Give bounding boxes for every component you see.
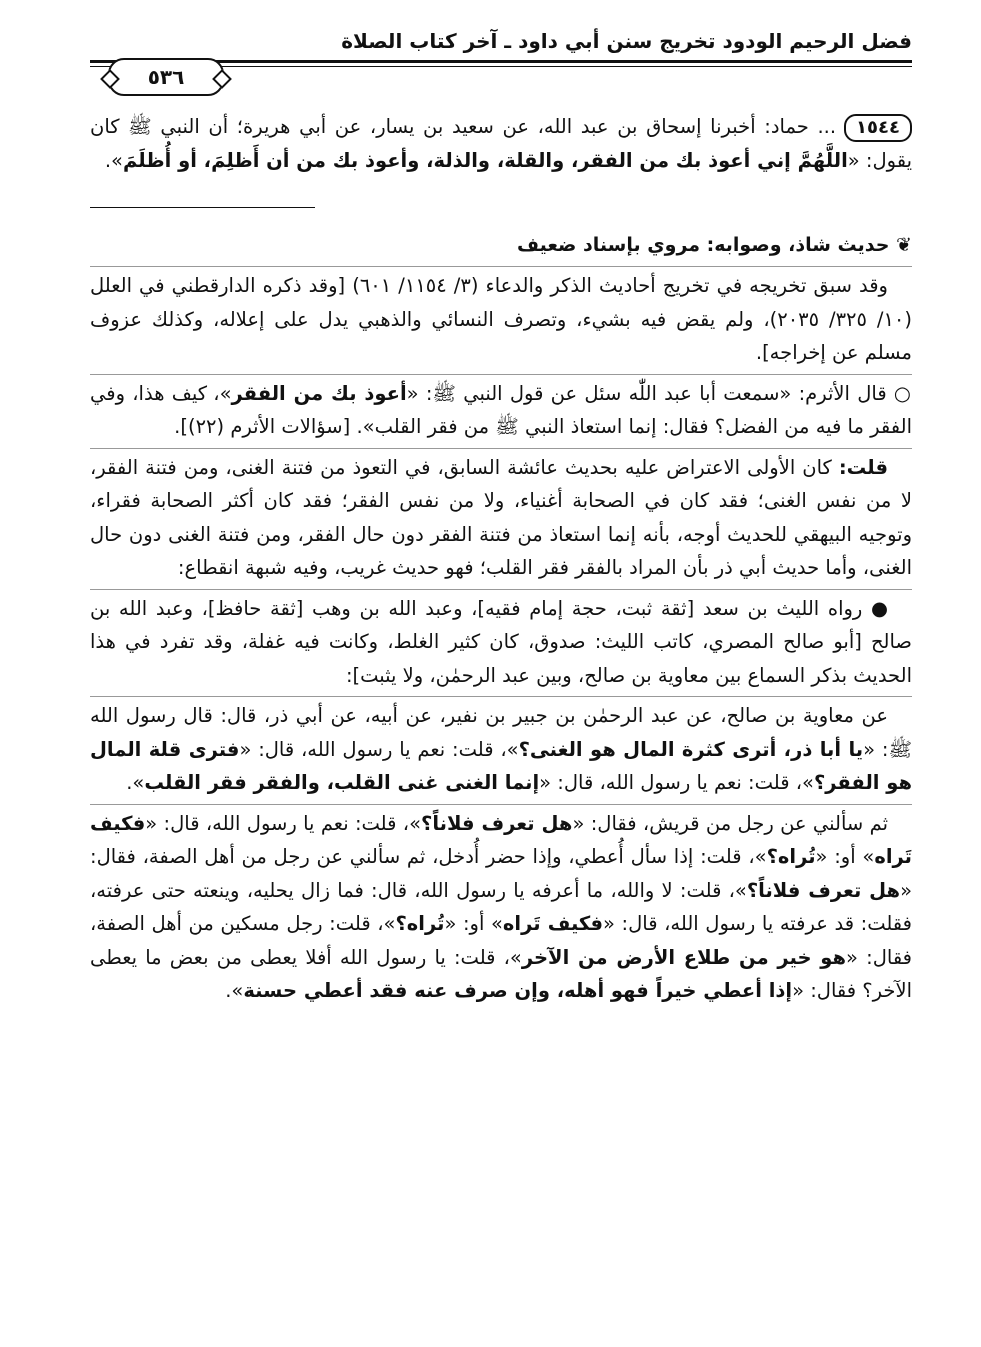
divider (90, 804, 912, 805)
paragraph-narrators: ● رواه الليث بن سعد [ثقة ثبت، حجة إمام فقيه]، وعبد الله بن وهب [ثقة حافظ]، وعبد الله بن صالح [أبو صالح المصري، كاتب الليث: صدوق، كان كثير الغلط، وكانت فيه غفلة، وقد تفرد في هذا الحديث بذكر السماع بين معاوية بن صالح، وبين عبد الرحمٰن، ولا يثبت]: (90, 596, 912, 687)
paragraph-comment: قلت: كان الأولى الاعتراض عليه بحديث عائشة السابق، في التعوذ من فتنة الغنى، ومن فتنة الفقر، لا من نفس الغنى؛ فقد كان في الصحابة أغنياء، ولا من نفس الفقر؛ فقد كان أكثر الصحابة فقراء، وتوجيه البيهقي للحديث أوجه، بأنه إنما استعاذ من فتنة الفقر دون حال الفقر، ومن فتنة الغنى دون حال الغنى، وأما حديث أبي ذر بأن المراد بالفقر فقر القلب؛ فهو حديث غريب، وفيه شبهة انقطاع: (90, 455, 912, 579)
divider (90, 589, 912, 590)
page-number-text: ٥٣٦ (147, 65, 185, 89)
page (90, 28, 912, 1328)
paragraph-quraysh: ثم سألني عن رجل من قريش، فقال: «هل تعرف فلاناً؟»، قلت: نعم يا رسول الله، قال: «فكيف تَراه» أو: «تُراه؟»، قلت: إذا سأل أُعطي، وإذا حضر أُدخل، ثم سألني عن رجل من أهل الصفة، فقال: «هل تعرف فلاناً؟»، قلت: لا والله، ما أعرفه يا رسول الله، قال: فما زال يحليه، وينعته حتى عرفته، فقلت: قد عرفته يا رسول الله، قال: «فكيف تَراه» أو: «تُراه؟»، قلت: رجل مسكين من أهل الصفة، فقال: «هو خير من طلاع الأرض من الآخر»، قلت: يا رسول الله أفلا يعطى من بعض ما يعطى الآخر؟ فقال: «إذا أعطي خيراً فهو أهله، وإن صرف عنه فقد أعطي حسنة». (90, 811, 912, 1002)
paragraph-takhrij: وقد سبق تخريجه في تخريج أحاديث الذكر والدعاء (٣/ ١١٥٤/ ٦٠١) [وقد ذكره الدارقطني في العلل (١٠/ ٣٢٥/ ٢٠٣٥)، ولم يقض فيه بشيء، وتصرف النسائي والذهبي يدل على إعلاله، وكذلك عزوف مسلم عن إخراجه]. (90, 274, 912, 364)
paragraph-athram: ○ قال الأثرم: «سمعت أبا عبد اللّٰه سئل عن قول النبي ﷺ: «أعوذ بك من الفقر»، كيف هذا، وفي الفقر ما فيه من الفضل؟ فقال: إنما استعاذ النبي ﷺ من فقر القلب». [سؤالات الأثرم (٢٢)]. (90, 381, 912, 438)
flower-icon: ❦ (889, 234, 912, 256)
divider (90, 696, 912, 697)
divider (90, 374, 912, 375)
body-text (90, 110, 912, 1008)
page-number-area (90, 56, 912, 96)
hadith-number-badge: ١٥٤٤ (844, 114, 912, 142)
separator (90, 177, 912, 222)
paragraph-abu-dharr: عن معاوية بن صالح، عن عبد الرحمٰن بن جبير بن نفير، عن أبيه، عن أبي ذر، قال: قال رسول الله ﷺ: «يا أبا ذر، أترى كثرة المال هو الغنى؟»، قلت: نعم يا رسول الله، قال: «فترى قلة المال هو الفقر؟»، قلت: نعم يا رسول الله، قال: «إنما الغنى غنى القلب، والفقر فقر القلب». (90, 704, 913, 794)
page-number (108, 58, 224, 96)
divider (90, 448, 912, 449)
running-title: فضل الرحيم الودود تخريج سنن أبي داود ـ آخر كتاب الصلاة (341, 29, 912, 53)
divider (90, 266, 912, 267)
hadith-grade: ❦ حديث شاذ، وصوابه: مروي بإسناد ضعيف (516, 234, 912, 256)
hadith-matn: اللَّهُمَّ إني أعوذ بك من الفقر، والقلة، والذلة، وأعوذ بك من أن أَظلِمَ، أو أُظلَمَ (122, 148, 848, 172)
hadith-text: ١٥٤٤... حماد: أخبرنا إسحاق بن عبد الله، عن سعيد بن يسار، عن أبي هريرة؛ أن النبي ﷺ كان يقول: «اللَّهُمَّ إني أعوذ بك من الفقر، والقلة، والذلة، وأعوذ بك من أن أَظلِمَ، أو أُظلَمَ». (90, 115, 912, 172)
